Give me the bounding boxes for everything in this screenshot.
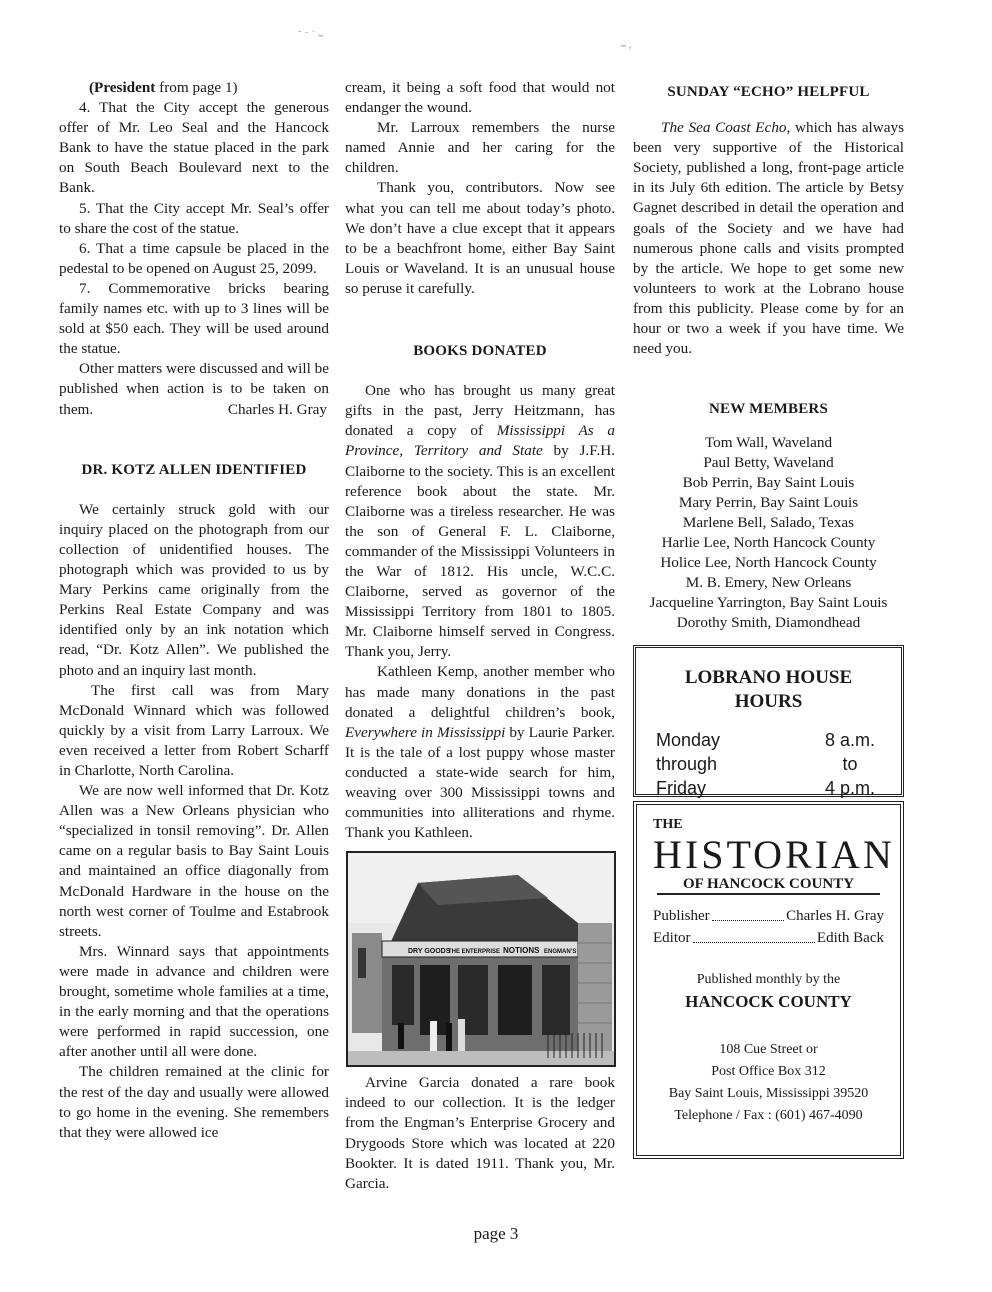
section-heading: NEW MEMBERS bbox=[708, 401, 829, 418]
paragraph: Mr. Larroux remembers the nurse named Annie and her caring for the children. bbox=[345, 119, 615, 177]
list-item: Marlene Bell, Salado, Texas bbox=[682, 514, 855, 532]
column-1 bbox=[59, 78, 329, 1143]
list-item: Holice Lee, North Hancock County bbox=[660, 554, 877, 572]
list-item: Jacqueline Yarrington, Bay Saint Louis bbox=[649, 594, 888, 612]
paragraph: 5. That the City accept Mr. Seal’s offer to share the cost of the statue. bbox=[59, 199, 329, 237]
publisher-line: Publisher Charles H. Gray bbox=[653, 905, 884, 927]
address-line: Post Office Box 312 bbox=[711, 1064, 826, 1080]
store-photo bbox=[346, 851, 616, 1067]
sign-enterprise: THE ENTERPRISE bbox=[448, 949, 501, 956]
masthead-title: HISTORIAN bbox=[653, 832, 895, 878]
continued-from: (President from page 1) bbox=[89, 79, 238, 96]
signature: Charles H. Gray bbox=[227, 400, 327, 418]
masthead-the: THE bbox=[653, 817, 683, 833]
paragraph: The first call was from Mary McDonald Winnard which was followed quickly by a visit from Larry Larroux. We even received a letter from Robert Scharff in Charlotte, North Carolina. bbox=[59, 681, 329, 779]
column-3 bbox=[633, 78, 904, 1159]
hours-title: LOBRANO HOUSE HOURS bbox=[684, 667, 853, 713]
published-by: Published monthly by the bbox=[696, 972, 841, 988]
paragraph: cream, it being a soft food that would not endanger the wound. bbox=[345, 79, 615, 117]
scan-mark: ⌣ , bbox=[620, 40, 632, 51]
paragraph: Kathleen Kemp, another member who has made many donations in the past donated a delightful children’s book, Everywhere in Mississippi by Laurie Parker. It is the tale of a lost puppy whose master conducted a state-wide search for him, weaving over 300 Mississippi towns and communities into alliterations and rhyme. Thank you Kathleen. bbox=[345, 663, 615, 842]
paragraph: One who has brought us many great gifts in the past, Jerry Heitzmann, has donated a copy of Mississippi As a Province, Territory and State by J.F.H. Claiborne to the society. This is an excellent reference book about the state. Mr. Claiborne was a tireless researcher. He was the son of General F. L. Claiborne, commander of the Mississippi Volunteers in the War of 1812. His uncle, W.C.C. Claiborne, served as governor of the Mississippi Territory from 1801 to 1805. Mr. Claiborne himself served in Congress. Thank you, Jerry. bbox=[345, 382, 616, 661]
editor-line: Editor Edith Back bbox=[653, 927, 884, 949]
paragraph: 4. That the City accept the generous offer of Mr. Leo Seal and the Hancock Bank to have the statue placed in the park on South Beach Boulevard next to the Bank. bbox=[59, 99, 329, 197]
store-illustration bbox=[348, 853, 614, 1065]
list-item: Harlie Lee, North Hancock County bbox=[661, 534, 876, 552]
phone-line: Telephone / Fax : (601) 467-4090 bbox=[674, 1108, 863, 1124]
scan-mark: ˘ ⁻ ˙ ⌣ bbox=[298, 30, 325, 41]
paragraph: We are now well informed that Dr. Kotz Allen was a New Orleans physician who “specialized in tonsil removing”. Dr. Allen came on a regular basis to Bay Saint Louis and maintained an office diagonally from McDonald Hardware in the house on the north west corner of Toulme and Estabrook streets. bbox=[59, 782, 329, 940]
paragraph: The Sea Coast Echo, which has always been very supportive of the Historical Society, published a long, front-page article in its July 6th edition. The article by Betsy Gagnet described in detail the operation and goals of the Society and we have had numerous phone calls and visits prompted by the article. We hope to get some new volunteers to work at the Lobrano house from this publicity. Please come by for an hour or two a week if you have time. We need you. bbox=[633, 119, 904, 358]
paragraph: Thank you, contributors. Now see what you can tell me about today’s photo. We don’t have a clue except that it appears to be a beachfront home, either Bay Saint Louis or Waveland. It is an unusual house so peruse it carefully. bbox=[345, 179, 615, 297]
hours-box bbox=[633, 645, 904, 797]
section-heading: DR. KOTZ ALLEN IDENTIFIED bbox=[81, 461, 307, 478]
new-members-list bbox=[633, 433, 904, 633]
masthead-subtitle: OF HANCOCK COUNTY bbox=[657, 875, 880, 895]
hours-days: Monday through Friday bbox=[656, 730, 721, 799]
masthead-box bbox=[633, 801, 904, 1159]
sign-dry-goods: DRY GOODS bbox=[408, 948, 451, 956]
list-item: Bob Perrin, Bay Saint Louis bbox=[682, 474, 855, 492]
paragraph: Other matters were discussed and will be published when action is to be taken on them. bbox=[59, 360, 329, 418]
paragraph: Mrs. Winnard says that appointments were made in advance and children were brought, sometime whole families at a time, in the early morning and that the operations were performed in rapid succession, one after another until all were done. bbox=[59, 942, 329, 1061]
list-item: Tom Wall, Waveland bbox=[704, 434, 833, 452]
list-item: Dorothy Smith, Diamondhead bbox=[676, 614, 861, 632]
list-item: Mary Perrin, Bay Saint Louis bbox=[678, 494, 859, 512]
sign-engmans: ENGMAN’S bbox=[544, 949, 577, 956]
publisher-org: HANCOCK COUNTY bbox=[685, 992, 852, 1012]
section-heading: BOOKS DONATED bbox=[413, 343, 547, 360]
list-item: Paul Betty, Waveland bbox=[703, 454, 834, 472]
column-2 bbox=[345, 78, 615, 1194]
address-line: 108 Cue Street or bbox=[719, 1042, 818, 1058]
paragraph: 6. That a time capsule be placed in the pedestal to be opened on August 25, 2099. bbox=[59, 239, 329, 277]
section-heading: SUNDAY “ECHO” HELPFUL bbox=[667, 84, 870, 100]
sign-notions: NOTIONS bbox=[503, 946, 540, 956]
page-number: page 3 bbox=[473, 1224, 519, 1243]
paragraph: We certainly struck gold with our inquiry placed on the photograph from our collection of unidentified houses. The photograph which was provided to us by Mary Perkins came originally from the Perkins Real Estate Company and was identified only by an ink notation which read, “Dr. Kotz Allen”. We published the photo and an inquiry last month. bbox=[59, 500, 329, 679]
list-item: M. B. Emery, New Orleans bbox=[685, 574, 852, 592]
paragraph: The children remained at the clinic for the rest of the day and usually were allowed to go home in the evening. She remembers that they were allowed ice bbox=[59, 1063, 329, 1141]
paragraph: Arvine Garcia donated a rare book indeed to our collection. It is the ledger from the Engman’s Enterprise Grocery and Drygoods Store which was located at 220 Bookter. It is dated 1911. Thank you, Mr. Garcia. bbox=[345, 1074, 615, 1192]
paragraph: 7. Commemorative bricks bearing family names etc. with up to 3 lines will be sold at $50 each. They will be used around the statue. bbox=[59, 279, 329, 358]
hours-times: 8 a.m. to 4 p.m. bbox=[824, 730, 875, 799]
address-line: Bay Saint Louis, Mississippi 39520 bbox=[668, 1086, 869, 1102]
hours-grid bbox=[656, 728, 881, 800]
